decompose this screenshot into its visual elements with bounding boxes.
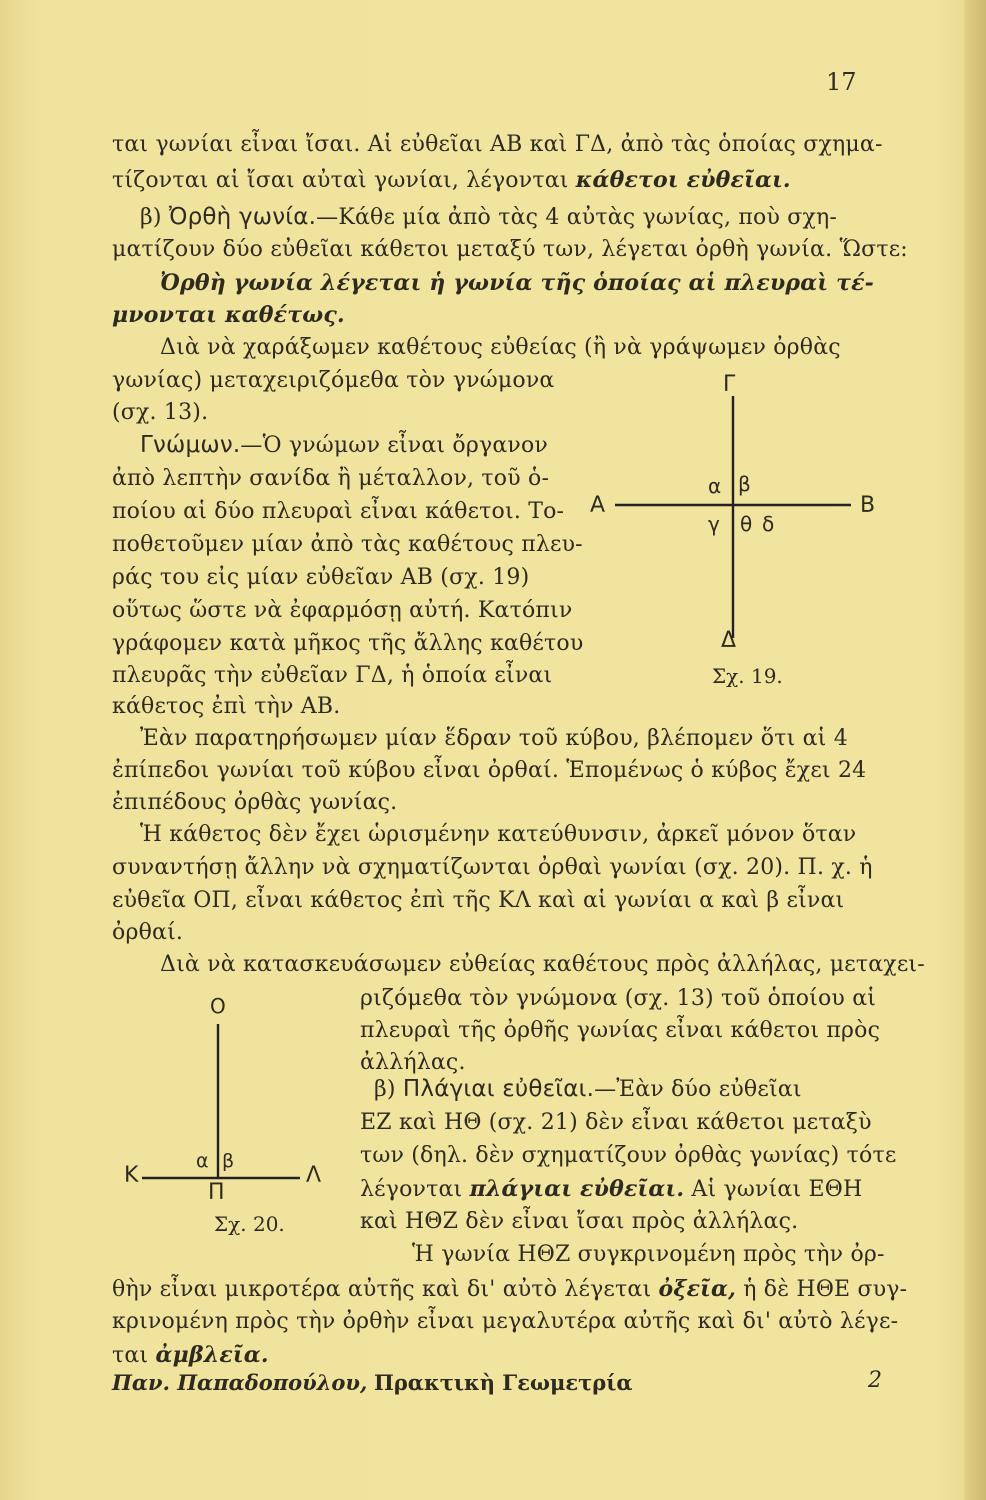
text-line: κρινομένη πρὸς τὴν ὀρθὴν εἶναι μεγαλυτέρα αὐτῆς καὶ δι' αὐτὸ λέγε- <box>112 1309 899 1334</box>
text-line: ποθετοῦμεν μίαν ἀπὸ τὰς καθέτους πλευ- <box>112 532 583 557</box>
definition-line: μνονται καθέτως. <box>112 302 345 328</box>
page-edge <box>964 0 986 1500</box>
label-beta-cap: Β <box>860 493 876 518</box>
text-line: ποίου αἱ δύο πλευραὶ εἶναι κάθετοι. Το- <box>112 499 565 524</box>
text-line: εὐθεῖα ΟΠ, εἶναι κάθετος ἐπὶ τῆς ΚΛ καὶ αἱ γωνίαι α καὶ β εἶναι <box>112 888 845 913</box>
text-line: γωνίας) μεταχειριζόμεθα τὸν γνώμονα <box>112 368 555 393</box>
angle-b: β <box>222 1150 235 1172</box>
text-line: ἐπίπεδοι γωνίαι τοῦ κύβου εἶναι ὀρθαί. Ἑπομένως ὁ κύβος ἔχει 24 <box>112 758 867 783</box>
text-line: (σχ. 13). <box>112 400 209 425</box>
text-line: ὀρθαί. <box>112 920 184 945</box>
text-line: ΕΖ καὶ ΗΘ (σχ. 21) δὲν εἶναι κάθετοι μεταξὺ <box>360 1110 872 1135</box>
angle-c: γ <box>708 512 720 536</box>
text-line: β) Πλάγιαι εὐθεῖαι.—Ἐὰν δύο εὐθεῖαι <box>374 1076 802 1102</box>
label-o: Ο <box>210 994 226 1018</box>
text-line: Ἡ κάθετος δὲν ἔχει ὡρισμένην κατεύθυνσιν, ἀρκεῖ μόνον ὅταν <box>140 822 857 847</box>
sheet-number: 2 <box>868 1368 883 1393</box>
label-delta: Δ <box>721 628 737 653</box>
text-line: β) Ὀρθὴ γωνία.—Κάθε μία ἀπὸ τὰς 4 αὐτὰς γωνίας, ποὺ σχη- <box>140 204 837 230</box>
text-line: θὴν εἶναι μικροτέρα αὐτῆς καὶ δι' αὐτὸ λέγεται ὀξεῖα, ἡ δὲ ΗΘΕ συγ- <box>112 1276 908 1302</box>
section-heading: Ὀρθὴ γωνία. <box>168 204 317 230</box>
text-line: ριζόμεθα τὸν γνώμονα (σχ. 13) τοῦ ὁποίου αἱ <box>360 986 877 1011</box>
section-heading: Γνώμων. <box>140 432 241 458</box>
angle-a: α <box>708 474 722 498</box>
text-line: ἀλλήλας. <box>360 1050 466 1075</box>
text-line: ται ἀμβλεῖα. <box>112 1342 269 1368</box>
text-line: των (δηλ. δὲν σχηματίζουν ὀρθὰς γωνίας) τότε <box>360 1143 897 1168</box>
text-line: κάθετος ἐπὶ τὴν ΑΒ. <box>112 694 341 719</box>
footer-author: Παν. Παπαδοπούλου, <box>112 1370 368 1395</box>
text-line: Γνώμων.—Ὁ γνώμων εἶναι ὄργανον <box>140 432 548 458</box>
text-line: ματίζουν δύο εὐθεῖαι κάθετοι μεταξύ των, λέγεται ὀρθὴ γωνία. Ὥστε: <box>112 237 908 262</box>
text-line: τίζονται αἱ ἴσαι αὐταὶ γωνίαι, λέγονται κάθετοι εὐθεῖαι. <box>112 167 791 193</box>
text-line: οὕτως ὥστε νὰ ἐφαρμόσῃ αὐτή. Κατόπιν <box>112 598 573 623</box>
angle-d: δ <box>762 512 775 536</box>
footer <box>112 1370 633 1395</box>
label-l: Λ <box>306 1163 322 1188</box>
text-line: Διὰ νὰ κατασκευάσωμεν εὐθείας καθέτους πρὸς ἀλλήλας, μεταχει- <box>160 952 925 977</box>
definition-line: Ὀρθὴ γωνία λέγεται ἡ γωνία τῆς ὁποίας αἱ πλευραὶ τέ- <box>160 270 875 296</box>
text-line: Ἐὰν παρατηρήσωμεν μίαν ἕδραν τοῦ κύβου, βλέπομεν ὅτι αἱ 4 <box>140 726 848 751</box>
text-line: ἀπὸ λεπτὴν σανίδα ἢ μέταλλον, τοῦ ὁ- <box>112 466 550 491</box>
figure-19-caption: Σχ. 19. <box>712 664 783 688</box>
angle-a: α <box>196 1150 209 1172</box>
text-line: Διὰ νὰ χαράξωμεν καθέτους εὐθείας (ἢ νὰ γράψωμεν ὀρθὰς <box>160 335 841 360</box>
figure-20-caption: Σχ. 20. <box>214 1212 285 1236</box>
angle-b: β <box>738 472 751 496</box>
text-line: ράς του εἰς μίαν εὐθεῖαν ΑΒ (σχ. 19) <box>112 565 530 590</box>
text-line: ται γωνίαι εἶναι ἴσαι. Αἱ εὐθεῖαι ΑΒ καὶ ΓΔ, ἀπὸ τὰς ὁποίας σχημα- <box>112 132 883 157</box>
label-alpha-cap: Α <box>590 493 606 518</box>
section-heading: Πλάγιαι εὐθεῖαι. <box>402 1076 595 1102</box>
label-k: Κ <box>124 1163 139 1188</box>
angle-theta: θ <box>740 512 753 536</box>
text-line: καὶ ΗΘΖ δὲν εἶναι ἴσαι πρὸς ἀλλήλας. <box>360 1209 799 1234</box>
text-line: πλευρᾶς τὴν εὐθεῖαν ΓΔ, ἡ ὁποία εἶναι <box>112 663 553 688</box>
page-number: 17 <box>826 68 857 96</box>
footer-title: Πρακτικὴ Γεωμετρία <box>374 1370 633 1395</box>
text-line: συναντήσῃ ἄλλην νὰ σχηματίζωνται ὀρθαὶ γωνίαι (σχ. 20). Π. χ. ἡ <box>112 855 873 880</box>
text-line: γράφομεν κατὰ μῆκος τῆς ἄλλης καθέτου <box>112 631 584 656</box>
text-line: Ἡ γωνία ΗΘΖ συγκρινομένη πρὸς τὴν ὀρ- <box>412 1242 885 1267</box>
label-gamma: Γ <box>723 372 736 397</box>
label-p: Π <box>208 1180 225 1205</box>
text-line: λέγονται πλάγιαι εὐθεῖαι. Αἱ γωνίαι ΕΘΗ <box>360 1176 863 1202</box>
text-line: πλευραὶ τῆς ὀρθῆς γωνίας εἶναι κάθετοι πρὸς <box>360 1018 881 1043</box>
text-line: ἐπιπέδους ὀρθὰς γωνίας. <box>112 790 398 815</box>
